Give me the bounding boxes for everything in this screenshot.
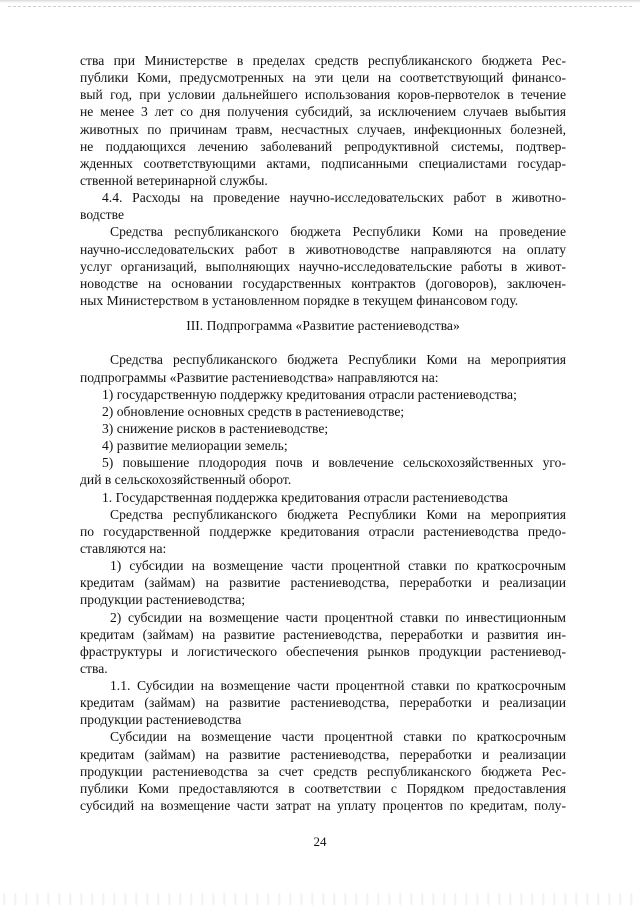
document-page: [80, 52, 566, 814]
text-line: ства.: [80, 660, 108, 676]
scan-edge-bottom: [0, 893, 640, 905]
text-line: кредитам (займам) на развитие растениеводства, переработки и реализации: [80, 575, 566, 591]
spacer: [80, 334, 566, 351]
text-line: Средства республиканского бюджета Республики Коми на мероприятия: [110, 352, 566, 368]
text-line: дий в сельскохозяйственный оборот.: [80, 472, 292, 488]
text-line: фраструктуры и логистического обеспечения рынков продукции растениевод-: [80, 643, 566, 659]
text-line: субсидий на возмещение части затрат на уплату процентов по кредитам, полу-: [80, 798, 566, 814]
text-line: ставляются на:: [80, 540, 167, 556]
scan-edge-top: [0, 0, 640, 3]
text-line: ства при Министерстве в пределах средств республиканского бюджета Рес-: [80, 53, 566, 68]
scan-rule-top: [8, 6, 632, 8]
spacer: [80, 309, 566, 317]
text-line: ных Министерством в установленном порядке в текущем финансовом году.: [80, 292, 519, 308]
list-item: 2) обновление основных средств в растениеводстве;: [102, 403, 405, 419]
list-item: 2) субсидии на возмещение части процентной ставки по инвестиционным: [110, 609, 566, 625]
text-line: жденных соответствующими актами, подписанными специалистами государ-: [80, 155, 566, 171]
text-line: научно-исследовательских работ в животноводстве направляются на оплату: [80, 241, 566, 257]
text-line: подпрограммы «Развитие растениеводства» направляются на:: [80, 369, 439, 385]
section-heading-4-4: 4.4. Расходы на проведение научно-исследовательских работ в животно-: [102, 190, 566, 206]
text-line: животных по причинам травм, несчастных случаев, инфекционных болезней,: [80, 121, 566, 137]
text-line: Средства республиканского бюджета Республики Коми на проведение: [110, 224, 566, 240]
text-line: вый год, при условии дальнейшего использования коров-первотелок в течение: [80, 87, 566, 103]
text-line: по государственной поддержке кредитования отрасли растениеводства предо-: [80, 523, 566, 539]
page-number: 24: [313, 834, 327, 849]
section-heading-1: 1. Государственная поддержка кредитования отрасли растениеводства: [102, 489, 508, 505]
text-line: ственной ветеринарной службы.: [80, 172, 268, 188]
text-line: публики Коми, предусмотренных на эти цели на соответствующий финансо-: [80, 70, 566, 86]
text-line: кредитам (займам) на развитие растениеводства, переработки и реализации: [80, 695, 566, 711]
subprogram-heading: III. Подпрограмма «Развитие растениеводства»: [186, 318, 460, 334]
list-item: 5) повышение плодородия почв и вовлечение сельскохозяйственных уго-: [102, 455, 566, 471]
text-line: водстве: [80, 207, 124, 223]
text-line: новодстве на основании государственных контрактов (договоров), заключен-: [80, 275, 566, 291]
text-line: Средства республиканского бюджета Республики Коми на мероприятия: [110, 506, 566, 522]
list-item: 1) государственную поддержку кредитования отрасли растениеводства;: [102, 386, 517, 402]
text-line: продукции растениеводства;: [80, 592, 246, 608]
text-line: продукции растениеводства: [80, 712, 242, 728]
list-item: 3) снижение рисков в растениеводстве;: [102, 420, 329, 436]
text-line: публики Коми предоставляются в соответствии с Порядком предоставления: [80, 780, 566, 796]
text-line: продукции растениеводства за счет средств республиканского бюджета Рес-: [80, 763, 566, 779]
text-line: не менее 3 лет со дня получения субсидий, за исключением случаев выбытия: [80, 104, 566, 120]
text-line: кредитам (займам) на развитие растениеводства, переработки и развития ин-: [80, 626, 566, 642]
section-heading-1-1: 1.1. Субсидии на возмещение части процентной ставки по краткосрочным: [110, 678, 566, 694]
text-line: не поддающихся лечению заболеваний репродуктивной системы, подтвер-: [80, 138, 566, 154]
list-item: 4) развитие мелиорации земель;: [102, 438, 288, 454]
text-line: Субсидии на возмещение части процентной ставки по краткосрочным: [110, 729, 566, 745]
text-line: кредитам (займам) на развитие растениеводства, переработки и реализации: [80, 746, 566, 762]
text-line: услуг организаций, выполняющих научно-исследовательские работы в живот-: [80, 258, 566, 274]
list-item: 1) субсидии на возмещение части процентной ставки по краткосрочным: [110, 558, 566, 574]
